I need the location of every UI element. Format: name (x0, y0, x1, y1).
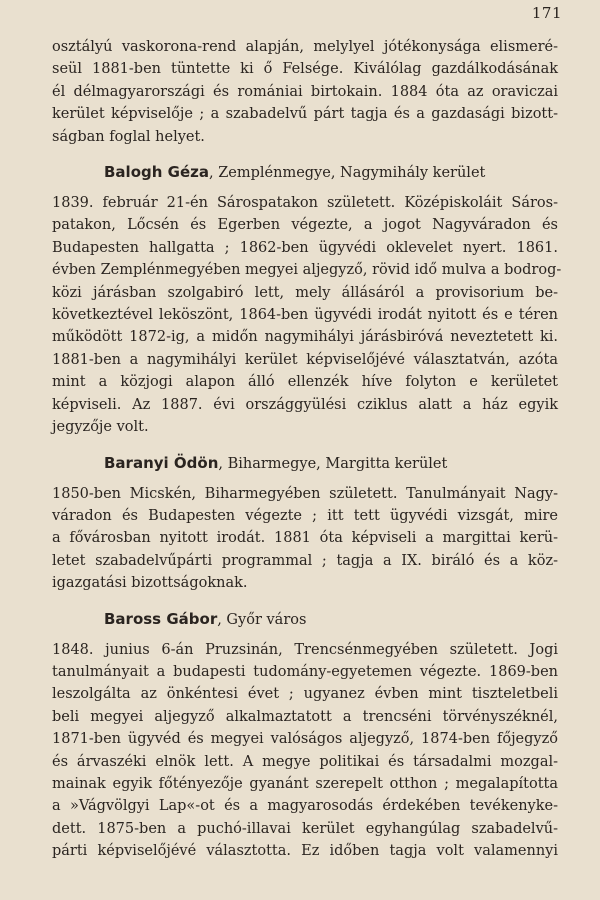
text-line: 1871-ben ügyvéd és megyei valóságos aljegyző, 1874-ben főjegyző (52, 731, 558, 748)
intro-paragraph (52, 36, 558, 148)
text-line: beli megyei aljegyző alkalmaztatott a trencséni törvényszéknél, (52, 708, 558, 725)
text-line: tanulmányait a budapesti tudomány-egyetemen végezte. 1869-ben (52, 663, 558, 680)
text-line: jegyzője volt. (52, 419, 149, 436)
text-line: patakon, Lőcsén és Egerben végezte, a jogot Nagyváradon és (52, 217, 558, 234)
text-line: kerület képviselője ; a szabadelvű párt tagja és a gazdasági bizott- (52, 106, 558, 123)
entry-name: Baross Gábor (104, 609, 218, 628)
text-line: képviseli. Az 1887. évi országgyülési cziklus alatt a ház egyik (52, 396, 558, 413)
text-line: közi járásban szolgabiró lett, mely állásáról a provisorium be- (52, 284, 558, 301)
text-line: 1839. február 21-én Sárospatakon született. Középiskoláit Sáros- (52, 195, 558, 212)
text-line: mainak egyik főtényezője gyanánt szerepelt otthon ; megalapította (52, 775, 558, 792)
entry-body-baross (52, 639, 558, 863)
text-line: 1850-ben Micskén, Biharmegyében született. Tanulmányait Nagy- (52, 485, 558, 502)
text-line: ságban foglal helyet. (52, 128, 205, 145)
entry-heading-baross (52, 608, 558, 631)
entry-body-balogh (52, 192, 562, 438)
text-line: osztályú vaskorona-rend alapján, melylyel jótékonysága elismeré- (52, 39, 558, 55)
entry-heading-baranyi (52, 452, 558, 475)
entry-name: Baranyi Ödön (104, 453, 219, 472)
page-content (52, 36, 562, 863)
text-line: leszolgálta az önkéntesi évet ; ugyanez évben mint tiszteletbeli (52, 686, 558, 703)
text-line: Budapesten hallgatta ; 1862-ben ügyvédi oklevelet nyert. 1861. (52, 239, 558, 256)
text-line: a fővárosban nyitott irodát. 1881 óta képviseli a margittai kerü- (52, 530, 558, 547)
text-line: dett. 1875-ben a puchó-illavai kerület egyhangúlag szabadelvű- (52, 820, 558, 837)
text-line: párti képviselőjévé választotta. Ez időben tagja volt valamennyi (52, 843, 558, 860)
text-line: a »Vágvölgyi Lap«-ot és a magyarosodás érdekében tevékenyke- (52, 798, 558, 815)
entry-district: , Győr város (217, 611, 307, 628)
page-number: 171 (531, 4, 562, 22)
entry-name: Balogh Géza (104, 163, 209, 182)
text-line: 1848. junius 6-án Pruzsinán, Trencsénmegyében született. Jogi (52, 641, 558, 658)
text-line: mint a közjogi alapon álló ellenzék híve folyton e kerületet (52, 374, 558, 391)
text-line: letet szabadelvűpárti programmal ; tagja a IX. biráló és a köz- (52, 552, 558, 569)
text-line: váradon és Budapesten végezte ; itt tett ügyvédi vizsgát, mire (52, 507, 558, 524)
text-line: seül 1881-ben tüntette ki ő Felsége. Kiválólag gazdálkodásának (52, 61, 558, 78)
text-line: és árvaszéki elnök lett. A megye politikai és társadalmi mozgal- (52, 753, 558, 770)
text-line: évben Zemplénmegyében megyei aljegyző, rövid idő mulva a bodrog- (52, 262, 562, 279)
entry-heading-balogh (52, 161, 558, 184)
entry-district: , Zemplénmegye, Nagymihály kerület (208, 165, 486, 182)
entry-district: , Biharmegye, Margitta kerület (218, 455, 448, 472)
text-line: 1881-ben a nagymihályi kerület képviselőjévé választatván, azóta (52, 351, 558, 368)
text-line: él délmagyarországi és romániai birtokain. 1884 óta az oraviczai (52, 83, 558, 100)
text-line: következtével leköszönt, 1864-ben ügyvédi irodát nyitott és e téren (52, 307, 558, 324)
text-line: igazgatási bizottságoknak. (52, 575, 248, 592)
entry-body-baranyi (52, 483, 558, 595)
text-line: működött 1872-ig, a midőn nagymihályi járásbiróvá neveztetett ki. (52, 329, 558, 346)
